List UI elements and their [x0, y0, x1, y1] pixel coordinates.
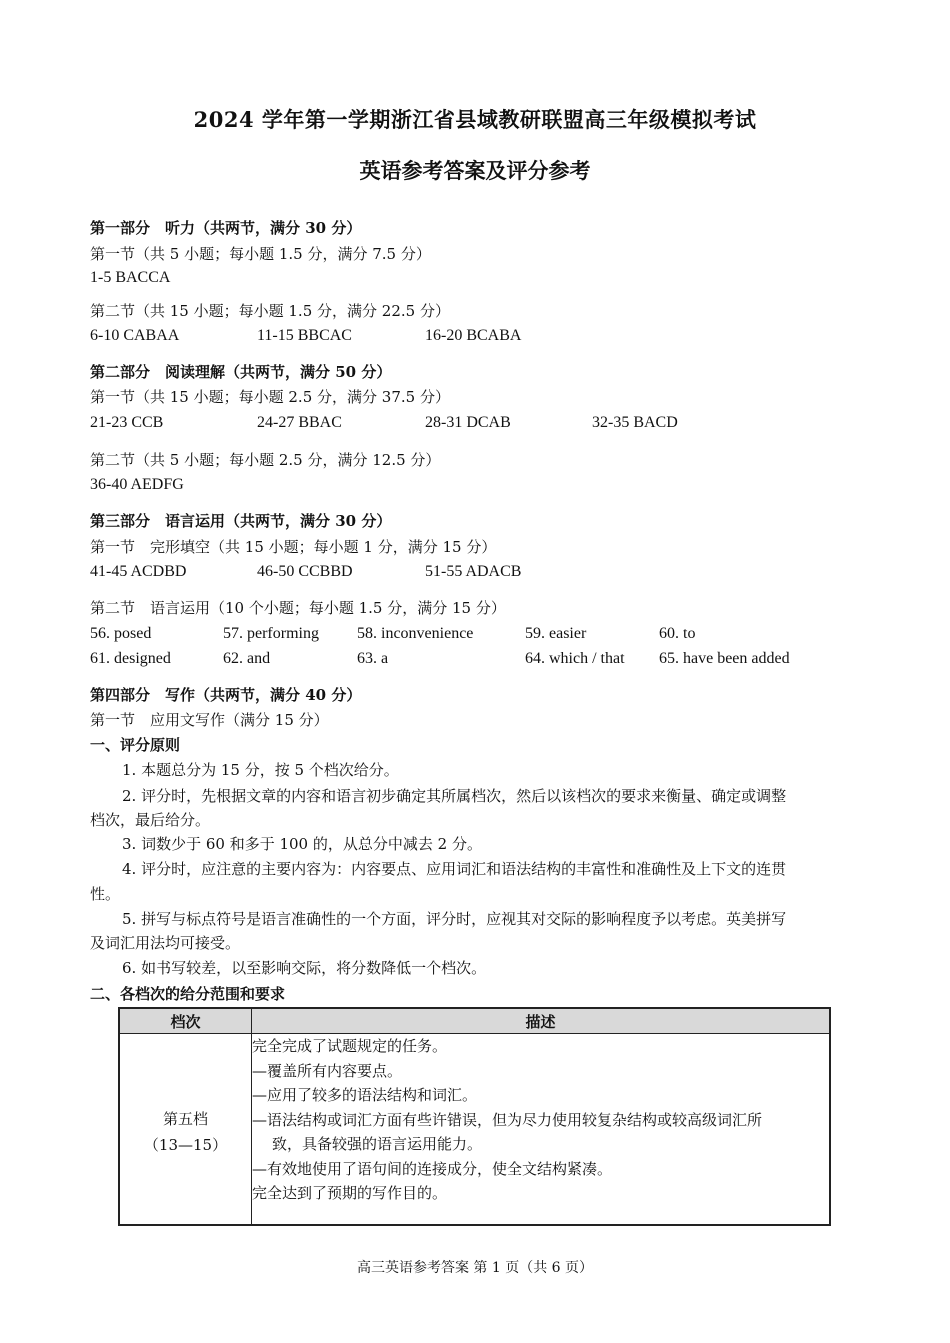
part1-sec2-heading: 第二节（共 15 小题；每小题 1.5 分，满分 22.5 分）	[90, 302, 450, 320]
principle-item: 5. 拼写与标点符号是语言准确性的一个方面，评分时，应视其对交际的影响程度予以考虑。英美拼写	[122, 910, 787, 928]
answer-group: 21-23 CCB	[90, 414, 164, 431]
grading-table	[118, 1007, 831, 1226]
answer-group: 51-55 ADACB	[425, 563, 522, 580]
fill-answer: 57. performing	[223, 625, 319, 642]
description-line: —应用了较多的语法结构和词汇。	[252, 1086, 478, 1104]
answer-group: 6-10 CABAA	[90, 327, 180, 344]
principle-item: 档次，最后给分。	[90, 811, 211, 829]
table-header-row	[119, 1008, 830, 1034]
fill-answer: 59. easier	[525, 625, 587, 642]
description-cell	[252, 1034, 831, 1226]
part4-heading: 第四部分 写作（共两节，满分 40 分）	[90, 686, 362, 704]
fill-answer: 64. which / that	[525, 650, 625, 667]
fill-answer: 56. posed	[90, 625, 152, 642]
answer-group: 46-50 CCBBD	[257, 563, 353, 580]
fill-answer: 58. inconvenience	[357, 625, 474, 642]
fill-answer: 62. and	[223, 650, 271, 667]
answer-group: 11-15 BBCAC	[257, 327, 352, 344]
part3-sec2-heading: 第二节 语言运用（10 个小题；每小题 1.5 分，满分 15 分）	[90, 599, 506, 617]
answer-group: 1-5 BACCA	[90, 269, 171, 286]
principle-item: 及词汇用法均可接受。	[90, 934, 241, 952]
principle-item: 性。	[90, 885, 121, 903]
level-cell	[119, 1034, 252, 1226]
part2-sec1-heading: 第一节（共 15 小题；每小题 2.5 分，满分 37.5 分）	[90, 388, 450, 406]
principles-heading: 一、评分原则	[90, 736, 181, 754]
principle-item: 1. 本题总分为 15 分，按 5 个档次给分。	[122, 761, 399, 779]
description-line: 致，具备较强的语言运用能力。	[272, 1135, 483, 1153]
ranges-heading: 二、各档次的给分范围和要求	[90, 985, 286, 1003]
part3-heading: 第三部分 语言运用（共两节，满分 30 分）	[90, 512, 392, 530]
principle-item: 4. 评分时，应注意的主要内容为：内容要点、应用词汇和语法结构的丰富性和准确性及上下文的连贯	[122, 860, 787, 878]
principle-item: 6. 如书写较差，以至影响交际，将分数降低一个档次。	[122, 959, 487, 977]
fill-answer: 61. designed	[90, 650, 171, 667]
column-header-description: 描述	[252, 1008, 831, 1034]
level-range: （13—15）	[143, 1136, 228, 1154]
description-line: 完全达到了预期的写作目的。	[252, 1184, 448, 1202]
description-line: —语法结构或词汇方面有些许错误，但为尽力使用较复杂结构或较高级词汇所	[252, 1110, 763, 1129]
answer-group: 16-20 BCABA	[425, 327, 522, 344]
fill-answer: 60. to	[659, 625, 696, 642]
answer-group: 41-45 ACDBD	[90, 563, 187, 580]
table-row	[119, 1034, 830, 1226]
document-subtitle: 英语参考答案及评分参考	[359, 158, 591, 183]
answer-group: 28-31 DCAB	[425, 414, 511, 431]
fill-answer: 65. have been added	[659, 650, 790, 667]
part1-heading: 第一部分 听力（共两节，满分 30 分）	[90, 219, 362, 237]
description-line: 完全完成了试题规定的任务。	[252, 1037, 448, 1055]
level-name: 第五档	[162, 1110, 208, 1128]
fill-answer: 63. a	[357, 650, 389, 667]
part2-sec2-heading: 第二节（共 5 小题；每小题 2.5 分，满分 12.5 分）	[90, 451, 441, 469]
exam-title: 2024 学年第一学期浙江省县域教研联盟高三年级模拟考试	[193, 107, 757, 132]
part2-heading: 第二部分 阅读理解（共两节，满分 50 分）	[90, 363, 392, 381]
description-line: —覆盖所有内容要点。	[252, 1061, 403, 1080]
page-footer: 高三英语参考答案 第 1 页（共 6 页）	[356, 1260, 594, 1276]
description-line: —有效地使用了语句间的连接成分，使全文结构紧凑。	[252, 1159, 613, 1178]
part1-sec1-heading: 第一节（共 5 小题；每小题 1.5 分，满分 7.5 分）	[90, 245, 431, 263]
principle-item: 2. 评分时，先根据文章的内容和语言初步确定其所属档次，然后以该档次的要求来衡量、确定或调整	[122, 787, 787, 805]
answer-group: 36-40 AEDFG	[90, 476, 184, 493]
part3-sec1-heading: 第一节 完形填空（共 15 小题；每小题 1 分，满分 15 分）	[90, 538, 497, 556]
principle-item: 3. 词数少于 60 和多于 100 的，从总分中减去 2 分。	[122, 835, 482, 853]
part4-sec1-heading: 第一节 应用文写作（满分 15 分）	[90, 711, 329, 729]
column-header-level: 档次	[119, 1008, 252, 1034]
answer-group: 24-27 BBAC	[257, 414, 342, 431]
answer-group: 32-35 BACD	[592, 414, 678, 431]
